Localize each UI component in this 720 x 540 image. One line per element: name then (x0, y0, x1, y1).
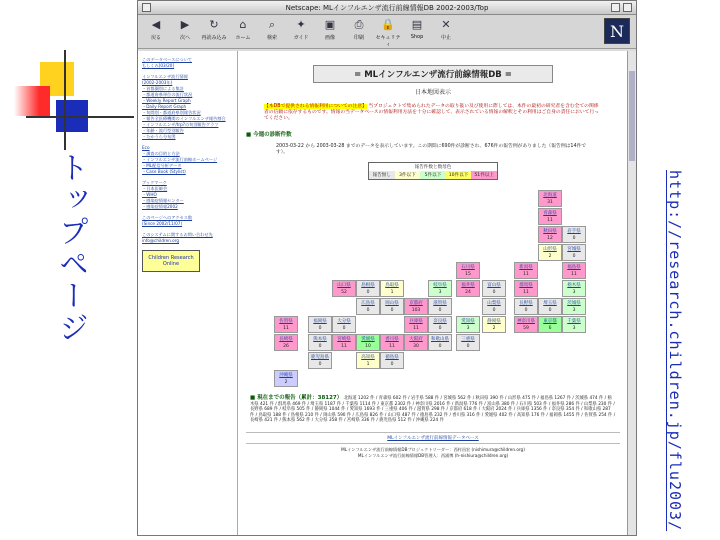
prefecture-name: 静岡県 (487, 319, 501, 324)
legend-title: 報告件数と数母色 (369, 163, 497, 171)
toolbar-button-label: 再読み込み (201, 35, 227, 41)
prefecture-cell[interactable] (428, 280, 452, 297)
prefecture-cell[interactable] (482, 280, 506, 297)
scroll-thumb[interactable] (629, 71, 635, 161)
prefecture-cell[interactable] (274, 316, 298, 333)
prefecture-cell[interactable] (562, 298, 586, 315)
nav-item[interactable]: (2002-2003年) (142, 80, 173, 85)
nav-group (142, 57, 233, 69)
prefecture-cell[interactable] (562, 262, 586, 279)
prefecture-name: 神奈川県 (517, 319, 535, 324)
toolbar-icon: ◀ (151, 18, 161, 31)
prefecture-name: 山梨県 (487, 301, 501, 306)
nav-item[interactable]: ・感染症情報センター (142, 198, 184, 203)
zoom-box-icon[interactable] (611, 3, 620, 12)
prefecture-cell[interactable] (456, 334, 480, 351)
prefecture-count: 103 (411, 308, 421, 313)
nav-item[interactable]: ・Daily Report Graph (142, 104, 187, 109)
prefecture-cell[interactable] (562, 226, 586, 243)
prefecture-count: 0 (342, 326, 346, 331)
prefecture-cell[interactable] (356, 334, 380, 351)
prefecture-name: 北海道 (543, 193, 557, 198)
page-content (138, 51, 628, 535)
nav-item[interactable]: ・Weekly Report Graph (142, 98, 191, 103)
nav-item[interactable]: ・旬間別・都道府県別報告状況 (142, 110, 201, 115)
prefecture-cell[interactable] (538, 316, 562, 333)
prefecture-count: 0 (390, 308, 394, 313)
prefecture-count: 2 (492, 326, 496, 331)
prefecture-cell[interactable] (514, 316, 538, 333)
prefecture-count: 0 (366, 308, 370, 313)
nav-item[interactable]: ・Case Book (Stylist) (142, 169, 186, 174)
prefecture-name: 愛媛県 (361, 337, 375, 342)
prefecture-count: 11 (571, 272, 577, 277)
legend-item: 10件以下 (446, 171, 472, 179)
prefecture-cell[interactable] (482, 316, 506, 333)
toolbar-icon: ⎙ (354, 18, 364, 31)
prefecture-count: 0 (548, 308, 552, 313)
toolbar-button-label: 印刷 (353, 35, 364, 41)
toolbar-button[interactable] (345, 17, 373, 48)
prefecture-name: 茨城県 (567, 301, 581, 306)
collapse-box-icon[interactable] (623, 3, 632, 12)
prefecture-name: 広島県 (361, 301, 375, 306)
prefecture-count: 0 (572, 236, 576, 241)
prefecture-count: 3 (466, 326, 470, 331)
prefecture-cell[interactable] (308, 334, 332, 351)
prefecture-count: 0 (492, 308, 496, 313)
footer-divider (246, 432, 620, 433)
prefecture-name: 栃木県 (567, 283, 581, 288)
prefecture-count: 0 (438, 326, 442, 331)
prefecture-cell[interactable] (538, 208, 562, 225)
prefecture-count: 30 (413, 344, 419, 349)
period-text: 2003-03-22 から 2003-03-28 までのデータを表示しています。この期間に690件が診断され、676件の報告例がありました（報告例は14件です）。 (276, 144, 587, 155)
toolbar-button[interactable] (403, 17, 431, 48)
prefecture-name: 和歌山県 (431, 337, 449, 342)
usage-notice (264, 104, 602, 122)
prefecture-count: 24 (465, 290, 471, 295)
legend (368, 162, 498, 180)
toolbar-button[interactable] (316, 17, 344, 48)
prefecture-cell[interactable] (538, 244, 562, 261)
main-frame (238, 51, 628, 535)
nav-item[interactable]: このシステムに関するお問い合わせ先 (142, 232, 213, 237)
toolbar-icon: ⌕ (268, 18, 276, 31)
prefecture-count: 0 (492, 290, 496, 295)
prefecture-count: 59 (523, 326, 529, 331)
prefecture-name: 香川県 (385, 337, 399, 342)
prefecture-cell[interactable] (562, 244, 586, 261)
decor-horizontal-line (26, 116, 134, 118)
notice-heading: 【本DBで提供される情報利用についての注意】 (264, 104, 367, 109)
credits-line-2: MLインフルエンザ流行前線情報DB管理人：西浦博 (h-nishiura@children.org) (357, 452, 509, 458)
prefecture-count: 0 (438, 344, 442, 349)
prefecture-count: 2 (548, 254, 552, 259)
nav-item[interactable]: (Since 2002/11/07) (142, 221, 183, 226)
prefecture-count: 0 (318, 362, 322, 367)
toolbar-button[interactable] (374, 17, 402, 48)
prefecture-count: 11 (283, 326, 289, 331)
prefecture-count: 11 (341, 344, 347, 349)
prefecture-count: 15 (465, 272, 471, 277)
nav-item[interactable]: Eco (142, 145, 150, 150)
prefecture-cell[interactable] (332, 316, 356, 333)
prefecture-name: 三重県 (461, 337, 475, 342)
legend-item: 5件以下 (420, 171, 446, 179)
prefecture-cell[interactable] (514, 298, 538, 315)
toolbar-button[interactable] (142, 17, 170, 48)
prefecture-cell[interactable] (456, 280, 480, 297)
prefecture-cell[interactable] (482, 298, 506, 315)
nav-item[interactable]: ・報告全医療機関のインフルエンザ報告割合 (142, 116, 226, 121)
prefecture-name: 秋田県 (543, 229, 557, 234)
prefecture-name: 徳島県 (385, 355, 399, 360)
map-label: 日本地図表示 (414, 89, 451, 96)
prefecture-cell[interactable] (332, 334, 356, 351)
toolbar-icon: ✦ (296, 18, 306, 31)
prefecture-count: 0 (438, 308, 442, 313)
prefecture-name: 佐賀県 (279, 319, 293, 324)
prefecture-name: 大分県 (337, 319, 351, 324)
prefecture-name: 石川県 (461, 265, 475, 270)
legend-item: 報告無し (369, 171, 395, 179)
prefecture-name: 福井県 (461, 283, 475, 288)
toolbar-button[interactable] (171, 17, 199, 48)
prefecture-name: 愛知県 (461, 319, 475, 324)
toolbar-icon: ✕ (441, 18, 451, 31)
prefecture-count: 11 (523, 290, 529, 295)
prefecture-cell[interactable] (380, 334, 404, 351)
toolbar-icon: ▤ (411, 18, 423, 31)
slide-url-link[interactable]: http://research.children.jp/flu2003/ (666, 170, 684, 532)
prefecture-name: 沖縄県 (279, 373, 293, 378)
prefecture-name: 宮城県 (567, 247, 581, 252)
prefecture-name: 青森県 (543, 211, 557, 216)
nav-item[interactable]: ・インフルエンザ/trp?の旬別報告グラフ (142, 122, 219, 127)
prefecture-cell[interactable] (538, 298, 562, 315)
prefecture-name: 大阪府 (409, 337, 423, 342)
toolbar-icon: ▣ (324, 18, 336, 31)
credits (246, 447, 620, 459)
nav-item[interactable]: このデータベースについて (142, 57, 192, 62)
toolbar-button[interactable] (200, 17, 228, 48)
children-research-online-banner[interactable]: Children Research Online (142, 250, 200, 272)
prefecture-name: 熊本県 (313, 337, 327, 342)
prefecture-cell[interactable] (538, 190, 562, 207)
window-title: Netscape: MLインフルエンザ流行前線情報DB 2002-2003/Top (285, 4, 489, 12)
toolbar-button-label: セキュリティ (375, 35, 401, 48)
nav-item[interactable]: ・年齢・流行型別報告 (142, 128, 184, 133)
prefecture-cell[interactable] (404, 316, 428, 333)
nav-item[interactable]: このページへのアクセス数 (142, 215, 193, 220)
prefecture-cell[interactable] (456, 262, 480, 279)
toolbar-button[interactable] (258, 17, 286, 48)
section-report-heading: ■ 現在までの報告（累計：38127） (250, 395, 343, 401)
toolbar-button[interactable] (229, 17, 257, 48)
credits-line-1: MLインフルエンザ流行前線情報DBプロジェクトリーダー：西村昌宏 (nishimura@children.org) (341, 446, 525, 452)
close-box-icon[interactable] (142, 3, 151, 12)
prefecture-count: 12 (547, 236, 553, 241)
prefecture-cell[interactable] (274, 370, 298, 387)
prefecture-count: 0 (572, 254, 576, 259)
prefecture-name: 京都府 (409, 301, 423, 306)
toolbar-button-label: ホーム (235, 35, 251, 41)
prefecture-cell[interactable] (274, 334, 298, 351)
legend-row (369, 171, 497, 179)
prefecture-name: 福岡県 (313, 319, 327, 324)
nav-group (142, 180, 233, 210)
prefecture-count: 0 (466, 344, 470, 349)
prefecture-count: 3 (438, 290, 442, 295)
prefecture-name: 鳥取県 (385, 283, 399, 288)
left-nav-frame (138, 51, 238, 535)
toolbar-button-label: 検索 (266, 35, 277, 41)
prefecture-count: 0 (524, 308, 528, 313)
toolbar-button-label: 中止 (440, 35, 451, 41)
prefecture-cell[interactable] (514, 280, 538, 297)
prefecture-name: 高知県 (361, 355, 375, 360)
prefecture-cell[interactable] (356, 298, 380, 315)
nav-item[interactable]: インフルエンザ流行情報 (142, 74, 188, 79)
nav-group (142, 145, 233, 175)
toolbar-button-label: ガイド (293, 35, 309, 41)
toolbar-icon: 🔒 (381, 18, 395, 31)
prefecture-cell[interactable] (538, 226, 562, 243)
prefecture-count: 6 (548, 326, 552, 331)
nav-item[interactable]: ・ML配信分析データ (142, 163, 182, 168)
prefecture-count: 10 (365, 344, 371, 349)
prefecture-count: 0 (366, 290, 370, 295)
browser-window (137, 0, 637, 536)
nav-item[interactable]: ・インフルエンザ流行前線ホームページ (142, 157, 218, 162)
toolbar-button-label: 戻る (150, 35, 161, 41)
toolbar-icon: ↻ (209, 18, 219, 31)
prefecture-name: 岩手県 (567, 229, 581, 234)
toolbar-button[interactable] (432, 17, 460, 48)
prefecture-name: 千葉県 (567, 319, 581, 324)
toolbar-button[interactable] (287, 17, 315, 48)
legend-item: 51件以上 (471, 171, 497, 179)
toolbar-icon: ⌂ (239, 18, 247, 31)
prefecture-name: 山形県 (543, 247, 557, 252)
decor-vertical-line (64, 50, 66, 150)
prefecture-count: 2 (284, 380, 288, 385)
prefecture-name: 奈良県 (433, 319, 447, 324)
prefecture-cell[interactable] (356, 280, 380, 297)
nav-item[interactable]: ・日本医師会 (142, 186, 168, 191)
nav-item[interactable]: info@children.org (142, 238, 180, 243)
footer-link[interactable]: MLインフルエンザ流行前線情報データベース (387, 435, 479, 441)
toolbar-icon: ▶ (180, 18, 190, 31)
japan-map (268, 190, 598, 386)
prefecture-name: 滋賀県 (433, 301, 447, 306)
prefecture-count: 0 (390, 362, 394, 367)
toolbar-button-label: 画像 (324, 35, 335, 41)
toolbar-buttons (142, 17, 461, 48)
browser-toolbar (138, 15, 636, 49)
prefecture-cell[interactable] (404, 298, 428, 315)
toolbar-button-label: Shop (410, 34, 424, 40)
prefecture-name: 富山県 (487, 283, 501, 288)
nav-item[interactable]: ブックマーク (142, 180, 167, 185)
nav-item[interactable]: ・WHO (142, 192, 157, 197)
legend-item: 3件以下 (395, 171, 421, 179)
nav-item[interactable]: ・感染症情報2002 (142, 204, 178, 209)
prefecture-name: 新潟県 (519, 265, 533, 270)
prefecture-count: 3 (572, 308, 576, 313)
db-title: = MLインフルエンザ流行前線情報DB = (313, 65, 553, 83)
prefecture-count: 11 (389, 344, 395, 349)
prefecture-name: 東京都 (543, 319, 557, 324)
prefecture-count: 11 (523, 272, 529, 277)
nav-item[interactable]: ・調査の目的と方法 (142, 151, 180, 156)
prefecture-cell[interactable] (428, 298, 452, 315)
nav-item[interactable]: ・都道府県単位の流行状況 (142, 92, 193, 97)
prefecture-count: 1 (390, 290, 394, 295)
cumulative-report (250, 396, 616, 424)
prefecture-count: 0 (318, 326, 322, 331)
decor-red-square (14, 86, 50, 116)
nav-item[interactable]: もしくみ[03/20] (142, 63, 175, 68)
prefecture-name: 岡山県 (385, 301, 399, 306)
prefecture-cell[interactable] (332, 280, 356, 297)
nav-item[interactable]: ・たかうら分布図 (142, 134, 176, 139)
notice-body: 当プロジェクトで集められたデータの取り扱い及び使用に際しては、本件の最初の研究者を含む全ての関係者の信頼に依存するものです。情報の当データベースの情報利用方法を十分に確認して、表示されている情報の解釈とその利用はご自身の責任において行ってください。 (264, 104, 600, 121)
prefecture-count: 11 (413, 326, 419, 331)
prefecture-name: 兵庫県 (409, 319, 423, 324)
prefecture-cell[interactable] (562, 280, 586, 297)
slide-title: トップページ (53, 152, 88, 344)
prefecture-cell[interactable] (380, 298, 404, 315)
prefecture-name: 長崎県 (279, 337, 293, 342)
prefecture-count: 3 (572, 326, 576, 331)
prefecture-count: 31 (547, 200, 553, 205)
prefecture-cell[interactable] (456, 316, 480, 333)
toolbar-button-label: 次へ (179, 35, 190, 41)
prefecture-name: 福島県 (567, 265, 581, 270)
section-weekly-heading: ■ 今週の診断件数 (246, 132, 292, 138)
prefecture-name: 群馬県 (519, 283, 533, 288)
nav-group (142, 232, 233, 244)
browser-titlebar (138, 1, 636, 15)
prefecture-name: 埼玉県 (543, 301, 557, 306)
prefecture-count: 3 (572, 290, 576, 295)
netscape-logo: N (604, 18, 630, 44)
prefecture-name: 岐阜県 (433, 283, 447, 288)
prefecture-name: 宮崎県 (337, 337, 351, 342)
prefecture-name: 鹿児島県 (311, 355, 329, 360)
prefecture-cell[interactable] (562, 316, 586, 333)
scrollbar[interactable] (627, 51, 636, 535)
prefecture-name: 島根県 (361, 283, 375, 288)
prefecture-cell[interactable] (308, 352, 332, 369)
prefecture-count: 1 (366, 362, 370, 367)
nav-group (142, 74, 233, 140)
prefecture-name: 山口県 (337, 283, 351, 288)
footer-divider-2 (246, 443, 620, 444)
nav-group (142, 215, 233, 227)
prefecture-cell[interactable] (428, 334, 452, 351)
prefecture-cell[interactable] (380, 352, 404, 369)
prefecture-cell[interactable] (308, 316, 332, 333)
prefecture-cell[interactable] (514, 262, 538, 279)
prefecture-cell[interactable] (380, 280, 404, 297)
prefecture-name: 長野県 (519, 301, 533, 306)
prefecture-count: 52 (341, 290, 347, 295)
prefecture-count: 0 (318, 344, 322, 349)
prefecture-count: 26 (283, 344, 289, 349)
prefecture-count: 11 (547, 218, 553, 223)
nav-item[interactable]: ・首都圏別による集計 (142, 86, 184, 91)
prefecture-cell[interactable] (428, 316, 452, 333)
nav-groups (142, 57, 233, 244)
prefecture-cell[interactable] (404, 334, 428, 351)
prefecture-cell[interactable] (356, 352, 380, 369)
report-text: 北海道 1202 件 / 青森県 602 件 / 岩手県 588 件 / 宮城県 562 件 / 秋田県 390 件 / 山形県 475 件 / 福島県 1267 件 / 茨城県 474 件 / 栃木県 421 件 / 群馬県 469 件 / 埼玉県 1187 件 / 千葉県 1114 件 / 東京都 2302 件 / 神奈川県 2016 件 / 新潟県 776 件 / 富山県 380 件 / 石川県 503 件 / 福井県 286 件 / 山梨県 230 件 / 長野県 689 件 / 岐阜県 505 件 / 静岡県 1044 件 / 愛知県 1693 件 / 三重県 406 件 / 滋賀県 298 件 / 京都府 618 件 / 大阪府 2024 件 / 兵庫県 1356 件 / 奈良県 354 件 / 和歌山県 287 件 / 鳥取県 188 件 / 島根県 210 件 / 岡山県 590 件 / 広島県 826 件 / 山口県 487 件 / 徳島県 232 件 / 香川県 316 件 / 愛媛県 402 件 / 高知県 176 件 / 福岡県 1455 件 / 佐賀県 254 件 / 長崎県 421 件 / 熊本県 562 件 / 大分県 358 件 / 宮崎県 336 件 / 鹿児島県 512 件 / 沖縄県 224 件 (250, 396, 616, 423)
